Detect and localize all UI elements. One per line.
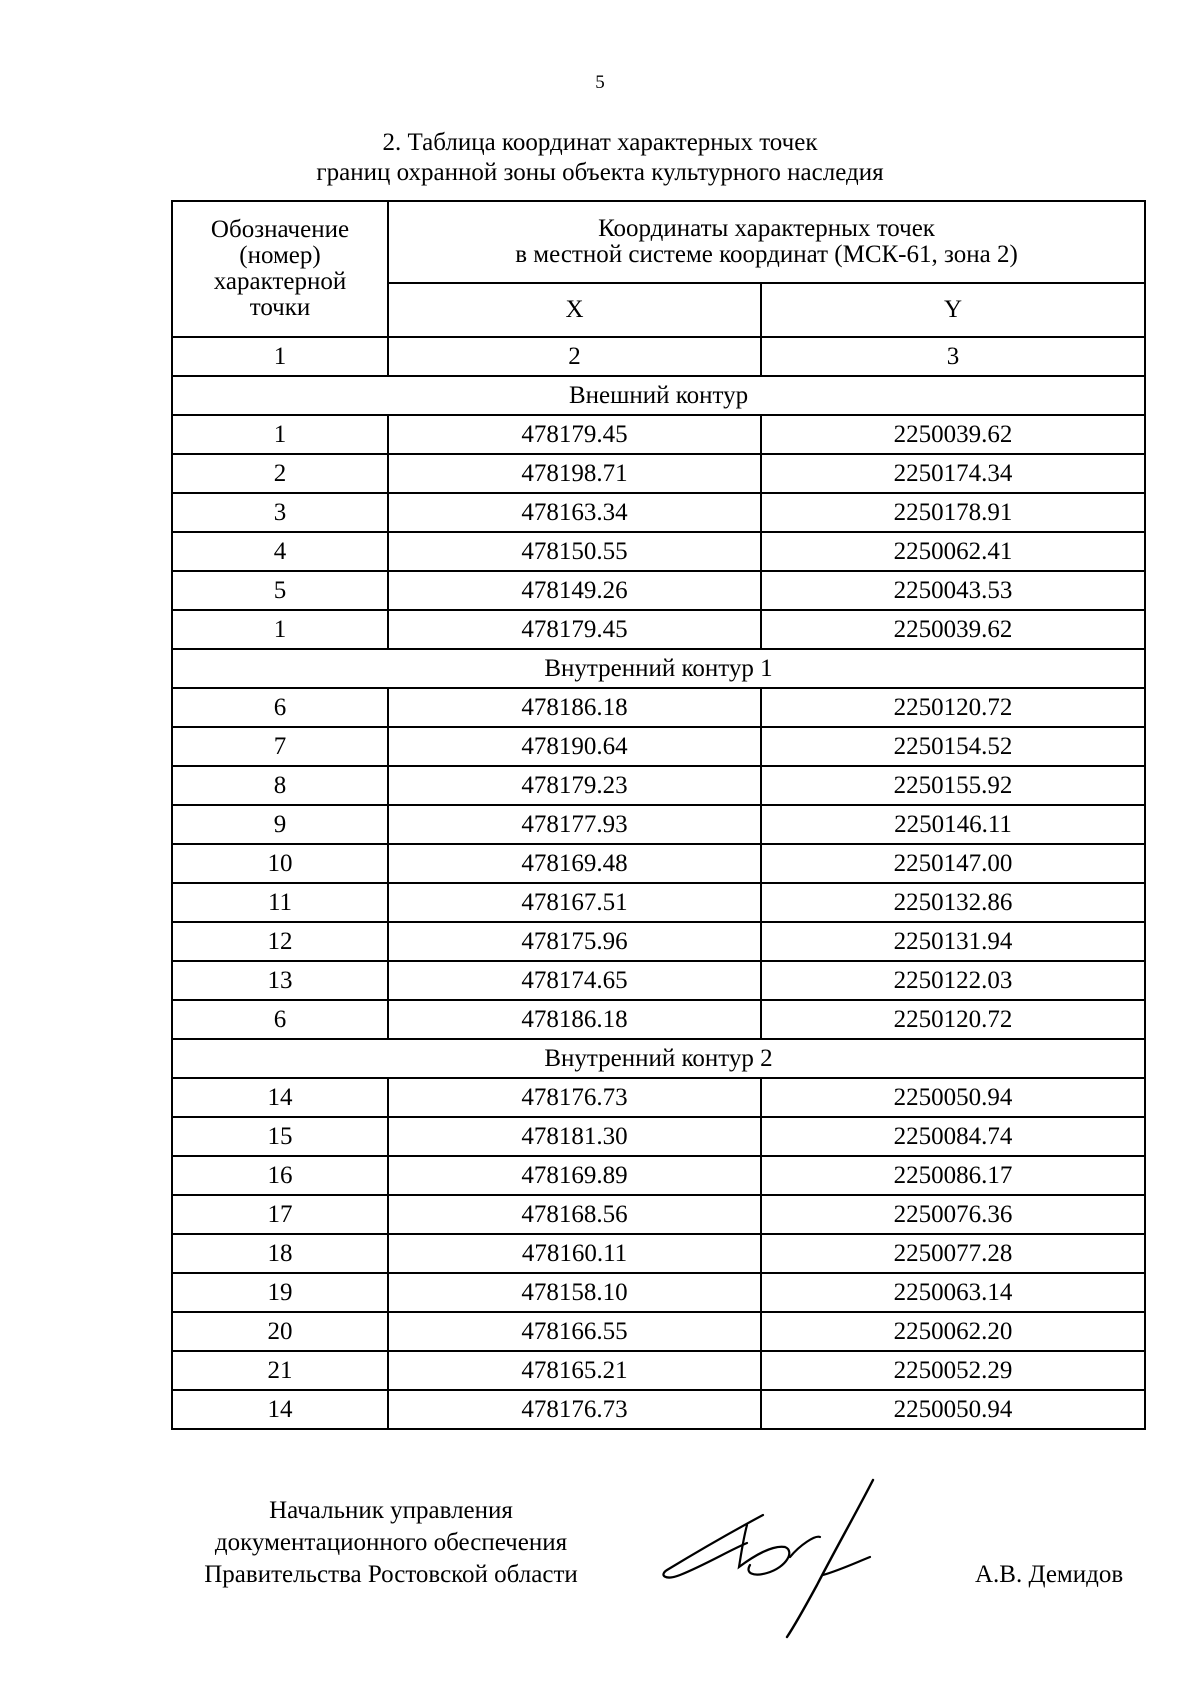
- point-number-cell: 7: [172, 727, 388, 766]
- y-coordinate-cell: 2250122.03: [761, 961, 1145, 1000]
- table-row: [172, 1000, 1145, 1039]
- header-text: в местной системе координат (МСК-61, зона 2): [515, 241, 1018, 268]
- point-number-cell: 8: [172, 766, 388, 805]
- x-coordinate-cell: 478176.73: [388, 1390, 761, 1429]
- x-coordinate-cell: 478179.45: [388, 610, 761, 649]
- table-row: [172, 1234, 1145, 1273]
- y-coordinate-cell: 2250050.94: [761, 1390, 1145, 1429]
- y-coordinate-cell: 2250062.20: [761, 1312, 1145, 1351]
- table-row: [172, 571, 1145, 610]
- column-number: 3: [761, 337, 1145, 376]
- x-coordinate-cell: 478160.11: [388, 1234, 761, 1273]
- column-number: 1: [172, 337, 388, 376]
- point-number-cell: 6: [172, 688, 388, 727]
- position-line: Правительства Ростовской области: [204, 1561, 578, 1588]
- point-number-cell: 2: [172, 454, 388, 493]
- point-number-cell: 19: [172, 1273, 388, 1312]
- x-coordinate-cell: 478169.89: [388, 1156, 761, 1195]
- table-row: [172, 1312, 1145, 1351]
- section-header-row: [172, 649, 1145, 688]
- table-row: [172, 1078, 1145, 1117]
- point-number-cell: 14: [172, 1078, 388, 1117]
- point-number-cell: 1: [172, 415, 388, 454]
- y-coordinate-cell: 2250077.28: [761, 1234, 1145, 1273]
- header-text: Обозначение: [210, 216, 350, 243]
- point-number-cell: 14: [172, 1390, 388, 1429]
- section-header-row: [172, 1039, 1145, 1078]
- table-row: [172, 493, 1145, 532]
- x-coordinate-cell: 478175.96: [388, 922, 761, 961]
- x-coordinate-cell: 478186.18: [388, 1000, 761, 1039]
- point-designation-header: [172, 201, 388, 337]
- table-row: [172, 532, 1145, 571]
- x-coordinate-cell: 478166.55: [388, 1312, 761, 1351]
- y-coordinate-cell: 2250174.34: [761, 454, 1145, 493]
- y-coordinate-cell: 2250178.91: [761, 493, 1145, 532]
- table-row: [172, 610, 1145, 649]
- point-number-cell: 5: [172, 571, 388, 610]
- point-number-cell: 6: [172, 1000, 388, 1039]
- point-number-cell: 13: [172, 961, 388, 1000]
- point-number-cell: 11: [172, 883, 388, 922]
- y-coordinate-cell: 2250155.92: [761, 766, 1145, 805]
- y-coordinate-cell: 2250120.72: [761, 1000, 1145, 1039]
- header-text: точки: [249, 294, 311, 321]
- x-coordinate-cell: 478190.64: [388, 727, 761, 766]
- x-coordinate-cell: 478174.65: [388, 961, 761, 1000]
- table-row: [172, 454, 1145, 493]
- table-row: [172, 1390, 1145, 1429]
- x-coordinate-cell: 478179.45: [388, 415, 761, 454]
- x-coordinate-cell: 478181.30: [388, 1117, 761, 1156]
- column-number-row: [172, 337, 1145, 376]
- title-line-1: 2. Таблица координат характерных точек: [382, 129, 818, 156]
- header-row: [172, 201, 1145, 283]
- position-line: Начальник управления: [269, 1497, 513, 1524]
- x-coordinate-cell: 478167.51: [388, 883, 761, 922]
- y-coordinate-cell: 2250084.74: [761, 1117, 1145, 1156]
- header-text: Координаты характерных точек: [598, 215, 935, 242]
- table-row: [172, 1195, 1145, 1234]
- x-coordinate-cell: 478165.21: [388, 1351, 761, 1390]
- table-row: [172, 727, 1145, 766]
- header-text: (номер): [239, 242, 321, 269]
- point-number-cell: 10: [172, 844, 388, 883]
- table-row: [172, 922, 1145, 961]
- x-header: X: [388, 283, 761, 337]
- point-number-cell: 16: [172, 1156, 388, 1195]
- title-line-2: границ охранной зоны объекта культурного наследия: [316, 159, 884, 186]
- y-header: Y: [761, 283, 1145, 337]
- section-title: Внешний контур: [172, 376, 1145, 415]
- y-coordinate-cell: 2250120.72: [761, 688, 1145, 727]
- y-coordinate-cell: 2250039.62: [761, 610, 1145, 649]
- x-coordinate-cell: 478169.48: [388, 844, 761, 883]
- point-number-cell: 3: [172, 493, 388, 532]
- table-row: [172, 1351, 1145, 1390]
- y-coordinate-cell: 2250043.53: [761, 571, 1145, 610]
- y-coordinate-cell: 2250154.52: [761, 727, 1145, 766]
- point-number-cell: 1: [172, 610, 388, 649]
- x-coordinate-cell: 478168.56: [388, 1195, 761, 1234]
- point-number-cell: 4: [172, 532, 388, 571]
- table-row: [172, 1117, 1145, 1156]
- table-row: [172, 961, 1145, 1000]
- point-number-cell: 17: [172, 1195, 388, 1234]
- table-row: [172, 415, 1145, 454]
- x-coordinate-cell: 478177.93: [388, 805, 761, 844]
- table-row: [172, 688, 1145, 727]
- y-coordinate-cell: 2250131.94: [761, 922, 1145, 961]
- y-coordinate-cell: 2250076.36: [761, 1195, 1145, 1234]
- x-coordinate-cell: 478186.18: [388, 688, 761, 727]
- section-header-row: [172, 376, 1145, 415]
- section-title: Внутренний контур 2: [172, 1039, 1145, 1078]
- y-coordinate-cell: 2250050.94: [761, 1078, 1145, 1117]
- y-coordinate-cell: 2250062.41: [761, 532, 1145, 571]
- point-number-cell: 15: [172, 1117, 388, 1156]
- x-coordinate-cell: 478179.23: [388, 766, 761, 805]
- section-title: Внутренний контур 1: [172, 649, 1145, 688]
- x-coordinate-cell: 478149.26: [388, 571, 761, 610]
- x-coordinate-cell: 478198.71: [388, 454, 761, 493]
- y-coordinate-cell: 2250039.62: [761, 415, 1145, 454]
- signatory-position: [171, 1495, 611, 1591]
- y-coordinate-cell: 2250052.29: [761, 1351, 1145, 1390]
- y-coordinate-cell: 2250146.11: [761, 805, 1145, 844]
- x-coordinate-cell: 478158.10: [388, 1273, 761, 1312]
- table-row: [172, 805, 1145, 844]
- y-coordinate-cell: 2250132.86: [761, 883, 1145, 922]
- x-coordinate-cell: 478176.73: [388, 1078, 761, 1117]
- x-coordinate-cell: 478150.55: [388, 532, 761, 571]
- page-number: 5: [595, 72, 605, 93]
- x-coordinate-cell: 478163.34: [388, 493, 761, 532]
- table-row: [172, 1273, 1145, 1312]
- signatory-name: А.В. Демидов: [975, 1561, 1124, 1588]
- column-number: 2: [388, 337, 761, 376]
- point-number-cell: 9: [172, 805, 388, 844]
- point-number-cell: 21: [172, 1351, 388, 1390]
- point-number-cell: 12: [172, 922, 388, 961]
- y-coordinate-cell: 2250147.00: [761, 844, 1145, 883]
- y-coordinate-cell: 2250063.14: [761, 1273, 1145, 1312]
- coordinates-table: [171, 200, 1146, 1430]
- point-number-cell: 20: [172, 1312, 388, 1351]
- y-coordinate-cell: 2250086.17: [761, 1156, 1145, 1195]
- header-text: характерной: [213, 268, 347, 295]
- point-number-cell: 18: [172, 1234, 388, 1273]
- table-row: [172, 766, 1145, 805]
- table-title: [0, 128, 1200, 188]
- table-row: [172, 883, 1145, 922]
- table-row: [172, 844, 1145, 883]
- position-line: документационного обеспечения: [214, 1529, 568, 1556]
- handwritten-signature: [655, 1475, 915, 1640]
- table-row: [172, 1156, 1145, 1195]
- coordinates-header: [388, 201, 1145, 283]
